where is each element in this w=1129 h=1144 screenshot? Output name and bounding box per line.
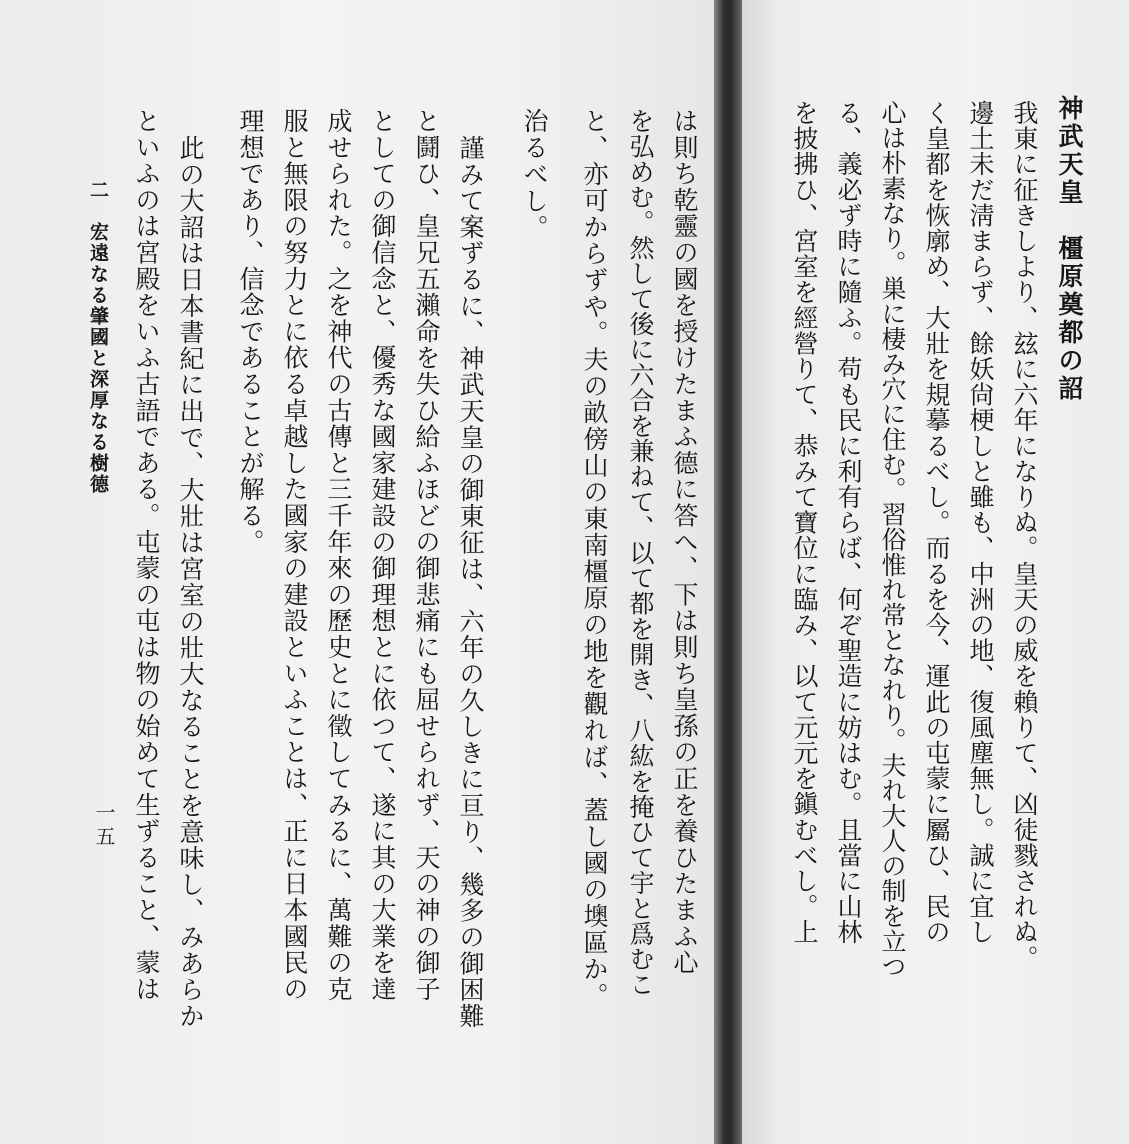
left-line-8: としての御信念と、優秀な國家建設の御理想とに依つて、遂に其の大業を達: [368, 108, 397, 1003]
right-page: [742, 0, 1129, 1144]
left-line-13: 此の大詔は日本書紀に出で、大壯は宮室の壯大なることを意味し、みあらか: [176, 135, 205, 1030]
page-number: 一五: [92, 802, 116, 850]
left-line-2: を弘めむ。然して後に六合を兼ねて、以て都を開き、八紘を掩ひて宇と爲むこ: [626, 108, 655, 997]
right-line-5: る、義必ず時に隨ふ。苟も民に利有らば、何ぞ聖造に妨はむ。且當に山林: [834, 100, 863, 945]
book-gutter: [714, 0, 742, 1144]
right-line-1: 我東に征きしより、玆に六年になりぬ。皇天の威を賴りて、凶徒戮されぬ。: [1010, 100, 1039, 971]
left-line-3: と、亦可からずや。夫の畝傍山の東南橿原の地を觀れば、蓋し國の墺區か。: [580, 108, 609, 1009]
right-line-4: 心は朴素なり。巣に棲み穴に住む。習俗惟れ常となれり。夫れ大人の制を立つ: [878, 100, 907, 979]
left-line-10: 服と無限の努力とに依る卓越した國家の建設といふことは、正に日本國民の: [280, 108, 309, 1003]
left-line-11: 理想であり、信念であることが解る。: [236, 108, 265, 556]
left-line-4: 治るべし。: [520, 108, 549, 241]
right-line-2: 邊土未だ淸まらず、餘妖尙梗しと雖も、中洲の地、復風塵無し。誠に宜し: [966, 100, 995, 945]
left-line-6: 謹みて案ずるに、神武天皇の御東征は、六年の久しきに亘り、幾多の御困難: [456, 135, 485, 1030]
right-line-6: を披拂ひ、宮室を經營りて、恭みて寶位に臨み、以て元元を鎭むべし。上: [790, 100, 819, 945]
left-line-9: 成せられた。之を神代の古傳と三千年來の歷史とに徵してみるに、萬難の克: [324, 108, 353, 1003]
section-heading: 二 宏遠なる肇國と深厚なる樹德: [87, 180, 109, 495]
left-line-7: と鬪ひ、皇兄五瀨命を失ひ給ふほどの御悲痛にも屈せられず、天の神の御子: [412, 108, 441, 1003]
right-line-3: く皇都を恢廓め、大壯を規摹るべし。而るを今、運此の屯蒙に屬ひ、民の: [922, 100, 951, 945]
left-line-1: は則ち乾靈の國を授けたまふ德に答へ、下は則ち皇孫の正を養ひたまふ心: [670, 108, 699, 976]
left-line-14: といふのは宮殿をいふ古語である。屯蒙の屯は物の始めて生ずること、蒙は: [132, 108, 161, 1003]
edict-title: 神武天皇 橿原奠都の詔: [1055, 95, 1084, 403]
